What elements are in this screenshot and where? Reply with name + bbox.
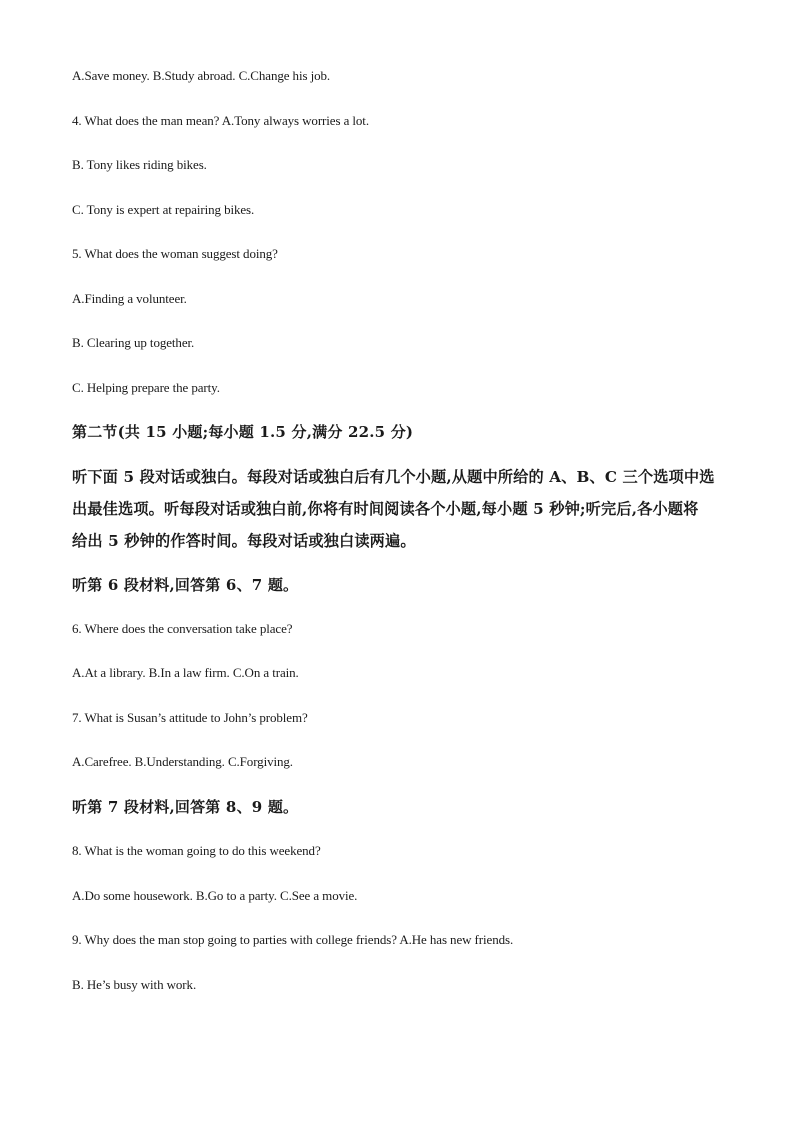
instructions-line-1: 听下面 5 段对话或独白。每段对话或独白后有几个小题,从题中所给的 A、B、C 三个选项中选: [72, 468, 715, 486]
section-heading: 第二节(共 15 小题;每小题 1.5 分,满分 22.5 分): [72, 423, 414, 441]
option-4c: C. Tony is expert at repairing bikes.: [72, 202, 255, 217]
option-5a: A.Finding a volunteer.: [72, 291, 187, 306]
question-6: 6. Where does the conversation take place?: [72, 621, 293, 636]
option-9b: B. He’s busy with work.: [72, 977, 197, 992]
options-6: A.At a library. B.In a law firm. C.On a train.: [72, 665, 299, 680]
option-5b: B. Clearing up together.: [72, 335, 195, 350]
option-4b: B. Tony likes riding bikes.: [72, 157, 207, 172]
material-6-heading: 听第 6 段材料,回答第 6、7 题。: [72, 576, 299, 594]
options-8: A.Do some housework. B.Go to a party. C.See a movie.: [72, 888, 358, 903]
option-line-q3: A.Save money. B.Study abroad. C.Change his job.: [72, 68, 331, 83]
option-5c: C. Helping prepare the party.: [72, 380, 220, 395]
question-9: 9. Why does the man stop going to parties with college friends? A.He has new friends.: [72, 932, 514, 947]
instructions-line-3: 给出 5 秒钟的作答时间。每段对话或独白读两遍。: [72, 532, 416, 550]
material-7-heading: 听第 7 段材料,回答第 8、9 题。: [72, 798, 299, 816]
question-4: 4. What does the man mean? A.Tony always worries a lot.: [72, 113, 369, 128]
question-7: 7. What is Susan’s attitude to John’s problem?: [72, 710, 308, 725]
instructions-line-2: 出最佳选项。听每段对话或独白前,你将有时间阅读各个小题,每小题 5 秒钟;听完后,各小题将: [72, 500, 699, 518]
question-5: 5. What does the woman suggest doing?: [72, 246, 278, 261]
options-7: A.Carefree. B.Understanding. C.Forgiving.: [72, 754, 293, 769]
question-8: 8. What is the woman going to do this weekend?: [72, 843, 321, 858]
